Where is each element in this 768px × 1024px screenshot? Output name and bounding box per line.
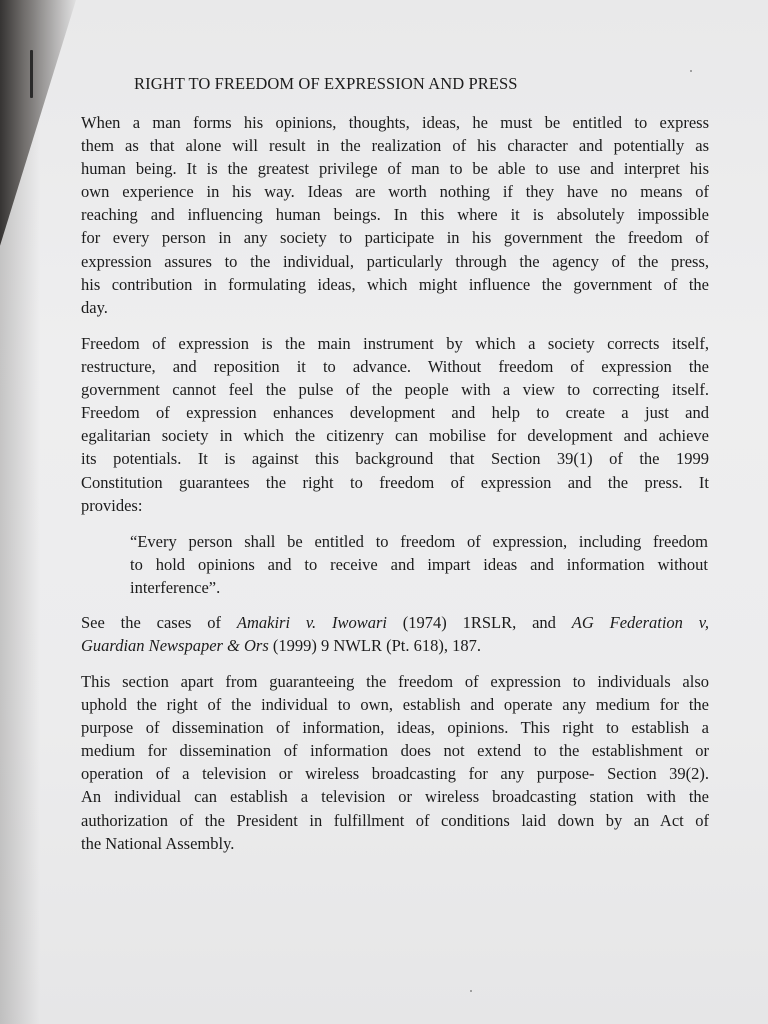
text-line: An individual can establish a television or wireless broadcasting station with the: [81, 787, 709, 807]
text-line: his contribution in formulating ideas, which might influence the government of the: [81, 274, 709, 294]
document-title: RIGHT TO FREEDOM OF EXPRESSION AND PRESS: [134, 74, 518, 93]
citation-text: (1999) 9 NWLR (Pt. 618), 187.: [268, 636, 481, 656]
text-line: expression assures to the individual, particularly through the agency of the press,: [81, 251, 709, 271]
text-line: authorization of the President in fulfillment of conditions laid down by an Act of: [81, 810, 709, 830]
text-line: This section apart from guaranteeing the freedom of expression to individuals also: [81, 672, 709, 691]
case-name: Amakiri v. Iwowari: [236, 613, 387, 632]
edge-mark: [30, 50, 33, 98]
text-line: own experience in his way. Ideas are worth nothing if they have no means of: [81, 182, 709, 202]
text-line: purpose of dissemination of information, ideas, opinions. This right to establish a: [81, 718, 709, 738]
text-line: the National Assembly.: [81, 833, 235, 853]
text-line: reaching and influencing human beings. In this where it is absolutely impossible: [81, 205, 709, 225]
text-line: Constitution guarantees the right to freedom of expression and the press. It: [81, 472, 709, 492]
text-line: Freedom of expression is the main instrument by which a society corrects itself,: [81, 334, 709, 353]
text-line: egalitarian society in which the citizenry can mobilise for development and achieve: [81, 426, 709, 446]
constitution-quote: [130, 530, 708, 599]
text-line: restructure, and reposition it to advance. Without freedom of expression the: [81, 357, 709, 377]
text-line: [81, 634, 709, 657]
text-line: Freedom of expression enhances development and help to create a just and: [81, 403, 709, 423]
text-line: its potentials. It is against this background that Section 39(1) of the 1999: [81, 449, 709, 469]
dust-speck: [470, 990, 472, 992]
case-name: AG Federation v,: [571, 613, 709, 632]
case-name: Guardian Newspaper & Ors: [81, 636, 269, 656]
text-line: [81, 611, 709, 634]
case-citations: [81, 611, 709, 657]
text-line: government cannot feel the pulse of the people with a view to correcting itself.: [81, 380, 709, 400]
text-line: uphold the right of the individual to own, establish and operate any medium for the: [81, 695, 709, 715]
text-line: operation of a television or wireless broadcasting for any purpose- Section 39(2).: [81, 764, 709, 784]
dust-speck: [690, 70, 692, 72]
text-line: human being. It is the greatest privilege of man to be able to use and interpret his: [81, 159, 709, 179]
text-line: medium for dissemination of information does not extend to the establishment or: [81, 741, 709, 761]
citation-text: (1974) 1RSLR, and: [386, 613, 572, 632]
paragraph-1: [81, 111, 709, 319]
text-line: for every person in any society to participate in his government the freedom of: [81, 228, 709, 248]
text-line: provides:: [81, 495, 143, 515]
text-line: When a man forms his opinions, thoughts, ideas, he must be entitled to express: [81, 113, 709, 132]
quote-line: to hold opinions and to receive and impart ideas and information without: [130, 555, 708, 575]
paragraph-4: [81, 670, 709, 855]
quote-line: “Every person shall be entitled to freedom of expression, including freedom: [130, 532, 708, 551]
text-line: them as that alone will result in the realization of his character and potentially as: [81, 136, 709, 156]
citation-intro: See the cases of: [81, 613, 237, 632]
paragraph-2: [81, 332, 709, 517]
text-line: day.: [81, 297, 108, 317]
quote-line: interference”.: [130, 578, 221, 598]
